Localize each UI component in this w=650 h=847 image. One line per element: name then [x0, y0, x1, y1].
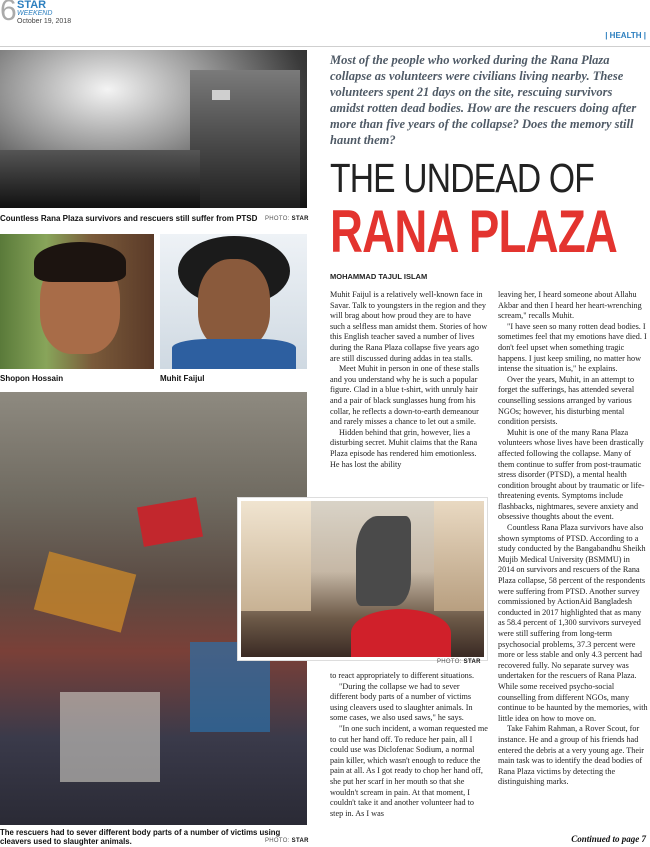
top-photo-caption: Countless Rana Plaza survivors and rescuers still suffer from PTSD [0, 214, 258, 223]
article-column-1-continued [330, 671, 488, 819]
paragraph: "In one such incident, a woman requested me to cut her hand off. To reduce her pain, all I could use was Diclofenac Sodium, a normal pain killer, which wasn't enough to reduce the pain at all. As I got ready to chop her hand off, she put her scarf in her mouth so that she wouldn't scream in pain. At that moment, I couldn't take it and another volunteer had to step in. As I was [330, 723, 488, 818]
memorial-photo [238, 498, 487, 660]
memorial-photo-credit: PHOTO: STAR [437, 659, 481, 665]
paragraph: "I have seen so many rotten dead bodies. I sometimes feel that my emotions have died. I don't feel upset when something tragic happens. I just keep smiling, no matter how intense the situation is," he explains. [498, 321, 647, 374]
section-label: | HEALTH | [605, 31, 646, 40]
rescue-photo-caption: The rescuers had to sever different body parts of a number of victims using cleavers used to slaughter animals. [0, 828, 281, 846]
paragraph: Take Fahim Rahman, a Rover Scout, for instance. He and a group of his friends had entered the debris at a very young age. Their main task was to identify the dead bodies of Rana Plaza victims by detecting the distinguishing marks. [498, 724, 645, 787]
portrait-right-caption: Muhit Faijul [160, 374, 205, 383]
article-column-1 [330, 290, 488, 470]
paragraph: to react appropriately to different situations. [330, 671, 474, 680]
top-photo-credit: PHOTO: STAR [265, 216, 309, 222]
paragraph: leaving her, I heard someone about Allahu Akbar and then I heard her heart-wrenching scream," recalls Muhit. [498, 290, 642, 321]
header-divider [0, 46, 650, 47]
article-column-2 [498, 290, 648, 788]
headline-line-2: RANA PLAZA [330, 198, 618, 265]
paragraph: Over the years, Muhit, in an attempt to forget the sufferings, has attended several counselling sessions arranged by various NGOs; however, his disturbing mental condition persists. [498, 374, 635, 427]
continued-link[interactable]: Continued to page 7 [571, 834, 646, 844]
portrait-shopon-hossain [0, 234, 154, 369]
brand-logo: STAR [17, 0, 47, 11]
page-number: 6 [0, 0, 17, 27]
headline-line-1: THE UNDEAD OF [330, 155, 594, 201]
brand-subtitle: WEEKEND [17, 10, 53, 17]
paragraph: Muhit Faijul is a relatively well-known face in Savar. Talk to youngsters in the region and they will brag about how proud they are to have such a selfless man amidst them. Stories of how this English teacher saved a number of lives during the Rana Plaza collapse five years ago are still discussed during addas in tea stalls. [330, 290, 488, 363]
rescue-photo-credit: PHOTO: STAR [265, 838, 309, 844]
paragraph: Meet Muhit in person in one of these stalls and you understand why he is such a popular figure. Clad in a blue t-shirt, with unruly hair and a pair of black sunglasses hung from his collar, he reflects a down-to-earth demeanour and rarely misses a chance to let out a smile. [330, 364, 480, 427]
portrait-muhit-faijul [160, 234, 307, 369]
byline: MOHAMMAD TAJUL ISLAM [330, 272, 428, 281]
paragraph: Hidden behind that grin, however, lies a disturbing secret. Muhit claims that the Rana Plaza episode has rendered him emotionless. He has lost the ability [330, 427, 478, 469]
portrait-left-caption: Shopon Hossain [0, 374, 64, 383]
paragraph: "During the collapse we had to sever different body parts of a number of victims using cleavers used to slaughter animals. In some cases, we also used saws," he says. [330, 681, 473, 723]
collapsed-building-photo [0, 50, 307, 208]
article-intro: Most of the people who worked during the Rana Plaza collapse as volunteers were civilians living nearby. These volunteers spent 21 days on the site, rescuing survivors amidst rotten dead bodies. How are the rescuers doing after more than five years of the collapse? Does the memory still haunt them? [330, 53, 637, 147]
paragraph: Countless Rana Plaza survivors have also shown symptoms of PTSD. According to a study conducted by the Bangabandhu Sheikh Mujib Medical University (BSMMU) in 2014 on survivors and rescuers of the Rana Plaza collapse, 58 percent of the respondents were suffering from PTSD. Another survey commissioned by ActionAid Bangladesh conducted in 2017 highlighted that as many as 58.4 percent of 1,300 survivors surveyed were still suffering from long-term psychosocial problems, 37.3 percent were more or less stable and only 4.3 percent had recovered fully. No separate survey was undertaken for the rescuers of Rana Plaza. While some received psycho-social counselling from different NGOs, many continue to be haunted by the memories, with little idea on how to move on. [498, 523, 648, 723]
paragraph: Muhit is one of the many Rana Plaza volunteers whose lives have been drastically affected following the collapse. Many of them continue to suffer from post-traumatic stress disorder (PTSD), a mental health condition brought about by traumatic or life-threatening events. Symptoms include flashbacks, nightmares, severe anxiety and obsessive thoughts about the event. [498, 427, 645, 522]
issue-date: October 19, 2018 [17, 18, 72, 25]
